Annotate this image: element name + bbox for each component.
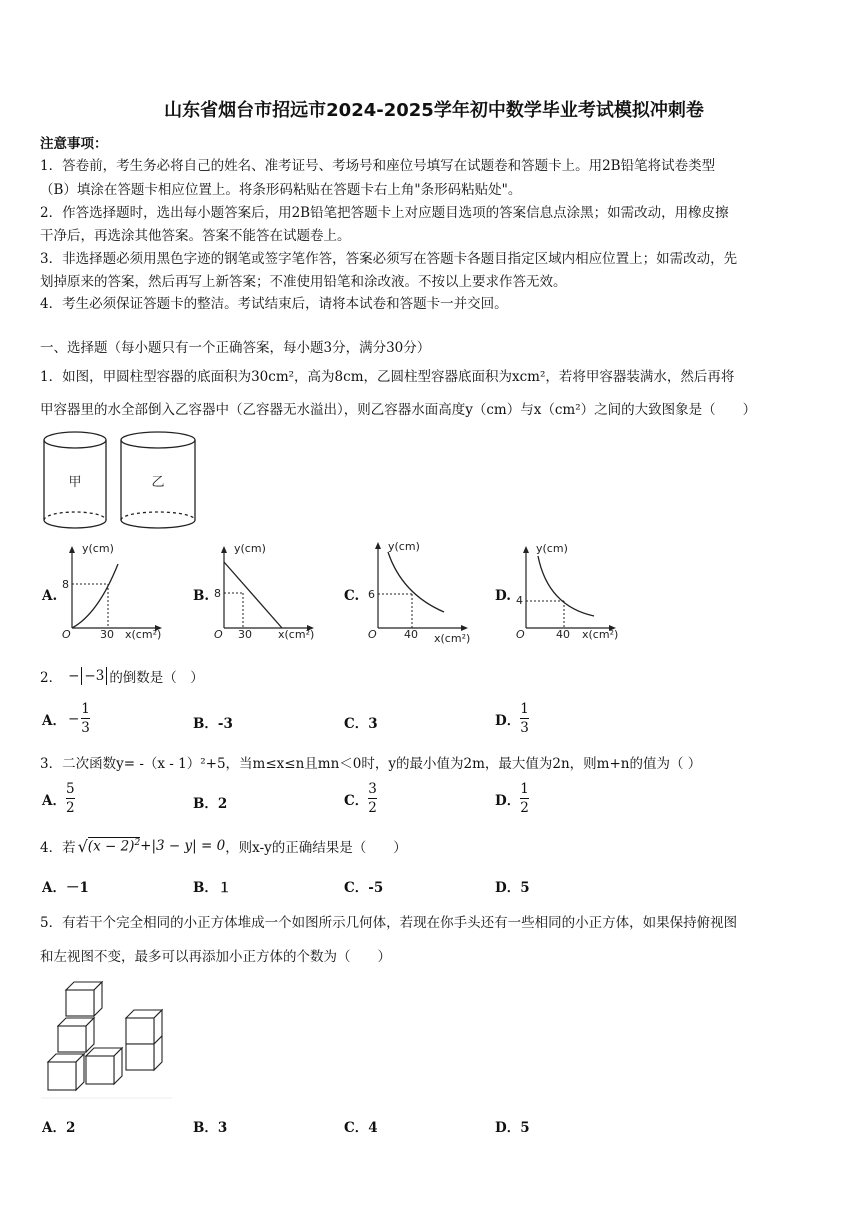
q3-option-d-fraction bbox=[520, 780, 529, 817]
q3-option-c-fraction bbox=[368, 780, 377, 817]
q3-option-c-label: C． bbox=[344, 792, 369, 809]
q5-option-a[interactable]: A．2 bbox=[42, 1120, 76, 1136]
option-b-label[interactable]: B. bbox=[193, 588, 210, 604]
notice-line-2: （B）填涂在答题卡相应位置上。将条形码粘贴在答题卡右上角"条形码粘贴处"。 bbox=[40, 182, 522, 198]
graph-b-xtick: 30 bbox=[238, 628, 252, 641]
graph-a-origin: O bbox=[62, 628, 71, 641]
q2-a-numerator: 1 bbox=[81, 701, 90, 717]
q5-option-c[interactable]: C．4 bbox=[344, 1120, 378, 1136]
graph-b-xlabel: x(cm²) bbox=[278, 628, 315, 641]
q3-option-a[interactable] bbox=[42, 780, 75, 817]
q2-option-a-label: A． bbox=[42, 712, 66, 729]
q3-d-denominator: 2 bbox=[520, 800, 529, 816]
q2-d-numerator: 1 bbox=[520, 701, 529, 717]
graph-d-ytick: 4 bbox=[516, 594, 523, 607]
notice-line-6: 划掉原来的答案，然后再写上新答案；不准使用铅笔和涂改液。不按以上要求作答无效。 bbox=[40, 274, 567, 290]
cube-stack-figure bbox=[40, 978, 175, 1100]
option-d-label[interactable]: D. bbox=[495, 588, 511, 604]
q5-option-b[interactable]: B．3 bbox=[193, 1120, 228, 1136]
q1-line-1: 1．如图，甲圆柱型容器的底面积为30cm²，高为8cm，乙圆柱型容器底面积为xcm²，若将甲容器装满水，然后再将 bbox=[40, 369, 735, 385]
q2-option-d[interactable] bbox=[495, 700, 529, 737]
q4-option-a[interactable]: A．－1 bbox=[42, 880, 89, 896]
q5-line-2: 和左视图不变，最多可以再添加小正方体的个数为（ ） bbox=[40, 949, 391, 965]
q4-tail: ，则x-y的正确结果是（ ） bbox=[225, 840, 407, 856]
graph-c[interactable] bbox=[364, 536, 474, 646]
q2-a-denominator: 3 bbox=[81, 720, 90, 736]
graph-c-curve bbox=[388, 552, 444, 612]
q2-stem bbox=[40, 666, 204, 686]
q3-option-a-fraction bbox=[66, 780, 75, 817]
q2-option-b[interactable]: B．-3 bbox=[193, 716, 233, 732]
q3-c-denominator: 2 bbox=[368, 800, 377, 816]
q2-option-c[interactable]: C．3 bbox=[344, 716, 378, 732]
q2-option-a-sign: − bbox=[67, 710, 80, 727]
q2-option-a[interactable] bbox=[42, 700, 90, 737]
cylinder-b-label: 乙 bbox=[151, 475, 165, 490]
option-c-label[interactable]: C. bbox=[344, 588, 360, 604]
graph-a-curve bbox=[72, 564, 118, 628]
graph-a[interactable] bbox=[58, 540, 168, 644]
q2-option-a-fraction bbox=[81, 700, 90, 737]
notice-line-5: 3．非选择题必须用黑色字迹的钢笔或签字笔作答，答案必须写在答题卡各题目指定区域内相应位置上；如需改动，先 bbox=[40, 251, 738, 267]
q5-line-1: 5．有若干个完全相同的小正方体堆成一个如图所示几何体，若现在你手头还有一些相同的小正方体，如果保持俯视图 bbox=[40, 915, 738, 931]
notice-line-7: 4．考生必须保证答题卡的整洁。考试结束后，请将本试卷和答题卡一并交回。 bbox=[40, 296, 508, 312]
q3-c-numerator: 3 bbox=[368, 781, 377, 797]
q4-option-c[interactable]: C．-5 bbox=[344, 880, 384, 896]
graph-a-xlabel: x(cm²) bbox=[125, 628, 162, 641]
graph-c-ytick: 6 bbox=[368, 588, 375, 601]
graph-c-xtick: 40 bbox=[404, 628, 418, 641]
graph-a-ylabel: y(cm) bbox=[82, 542, 114, 555]
graph-b-line bbox=[224, 562, 282, 628]
graph-d-xtick: 40 bbox=[556, 628, 570, 641]
q4-exponent: 2 bbox=[134, 838, 141, 849]
q2-d-denominator: 3 bbox=[520, 720, 529, 736]
graph-b-origin: O bbox=[214, 628, 223, 641]
q4-option-b[interactable]: B．１ bbox=[193, 880, 232, 896]
graph-b-ytick: 8 bbox=[214, 587, 221, 600]
graph-d[interactable] bbox=[512, 540, 622, 644]
notice-heading: 注意事项： bbox=[40, 136, 108, 152]
q4-radicand-text: (x − 2) bbox=[87, 838, 135, 855]
q3-option-d-label: D． bbox=[495, 792, 521, 809]
graph-d-xlabel: x(cm²) bbox=[582, 628, 619, 641]
graph-b-ylabel: y(cm) bbox=[234, 542, 266, 555]
q5-option-d[interactable]: D．5 bbox=[495, 1120, 530, 1136]
q3-d-numerator: 1 bbox=[520, 781, 529, 797]
q3-a-denominator: 2 bbox=[65, 800, 75, 816]
notice-line-4: 干净后，再选涂其他答案。答案不能答在试题卷上。 bbox=[40, 228, 351, 244]
graph-d-ylabel: y(cm) bbox=[536, 542, 568, 555]
q2-tail: 的倒数是（ ） bbox=[109, 670, 204, 686]
section-heading: 一、选择题（每小题只有一个正确答案，每小题3分，满分30分） bbox=[40, 340, 431, 356]
q4-stem bbox=[40, 836, 407, 856]
option-a-label[interactable]: A. bbox=[42, 588, 58, 604]
q1-line-2: 甲容器里的水全部倒入乙容器中（乙容器无水溢出），则乙容器水面高度y（cm）与x（cm²）之间的大致图象是（ ） bbox=[40, 402, 757, 418]
notice-line-1: 1．答卷前，考生务必将自己的姓名、准考证号、考场号和座位号填写在试题卷和答题卡上。用2B铅笔将试卷类型 bbox=[40, 158, 716, 174]
q3-option-b[interactable]: B．2 bbox=[193, 796, 228, 812]
q2-number: 2． bbox=[40, 670, 63, 686]
graph-c-origin: O bbox=[368, 628, 377, 641]
q3-option-a-label: A． bbox=[42, 792, 66, 809]
graph-a-ytick: 8 bbox=[62, 578, 69, 591]
page-title: 山东省烟台市招远市2024-2025学年初中数学毕业考试模拟冲刺卷 bbox=[164, 100, 704, 121]
q4-radicand bbox=[88, 837, 140, 855]
notice-line-3: 2．作答选择题时，选出每小题答案后，用2B铅笔把答题卡上对应题目选项的答案信息点涂黑；如需改动，用橡皮擦 bbox=[40, 205, 729, 221]
graph-a-xtick: 30 bbox=[100, 628, 114, 641]
q4-rest: +|3 − y| = 0 bbox=[140, 838, 226, 854]
graph-b[interactable] bbox=[210, 540, 320, 644]
q3-option-d[interactable] bbox=[495, 780, 529, 817]
cylinders-figure bbox=[38, 428, 208, 534]
q4-option-d[interactable]: D．5 bbox=[495, 880, 530, 896]
graph-d-origin: O bbox=[516, 628, 525, 641]
q3-option-c[interactable] bbox=[344, 780, 377, 817]
q3-a-numerator: 5 bbox=[65, 781, 75, 797]
graph-c-xlabel: x(cm²) bbox=[434, 632, 471, 645]
q2-minus: − bbox=[68, 668, 80, 684]
sqrt-icon: √ bbox=[77, 836, 88, 856]
q4-prefix: 4．若 bbox=[40, 840, 76, 856]
graph-c-ylabel: y(cm) bbox=[388, 540, 420, 553]
q2-abs-value: −3 bbox=[81, 667, 107, 685]
q3-stem: 3．二次函数y= -（x - 1）²+5，当m≤x≤n且mn＜0时，y的最小值为2m，最大值为2n，则m+n的值为（ ） bbox=[40, 756, 702, 772]
q2-option-d-label: D． bbox=[495, 712, 521, 729]
cylinder-a-label: 甲 bbox=[68, 475, 82, 490]
graph-d-curve bbox=[538, 556, 594, 616]
q2-option-d-fraction bbox=[520, 700, 529, 737]
